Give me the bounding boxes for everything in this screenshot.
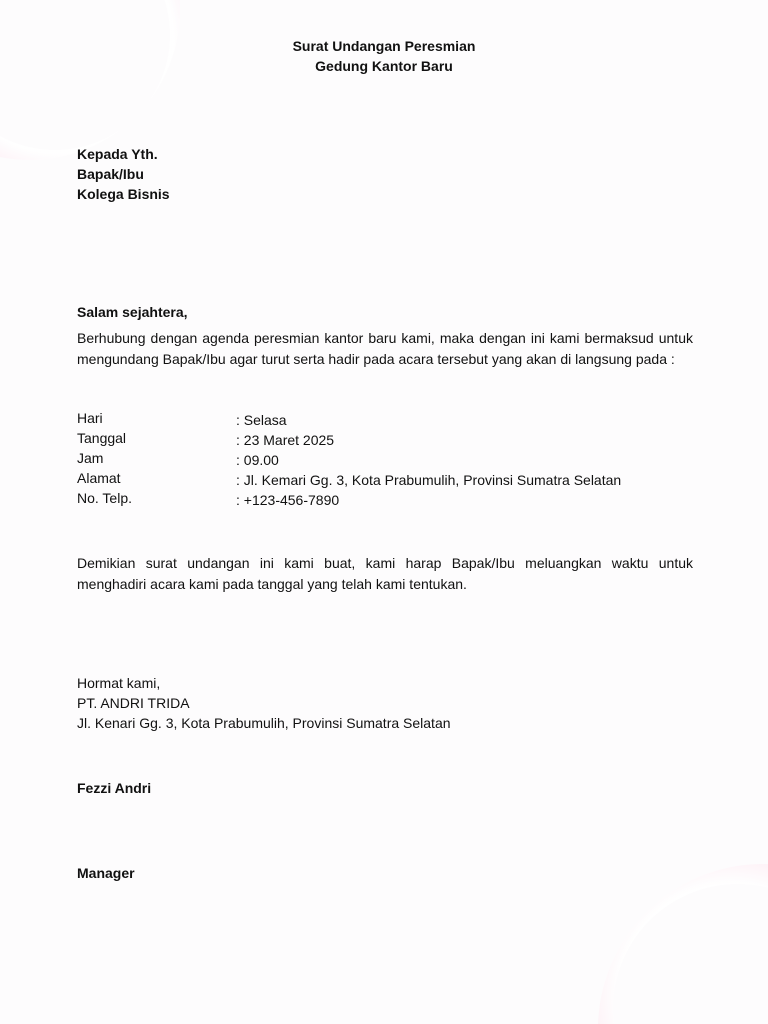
signer-name: Fezzi Andri (77, 780, 152, 796)
company-address: Jl. Kenari Gg. 3, Kota Prabumulih, Provinsi Sumatra Selatan (77, 715, 451, 731)
recipient-line2: Bapak/Ibu (77, 166, 144, 182)
closing-paragraph: Demikian surat undangan ini kami buat, kami harap Bapak/Ibu meluangkan waktu untuk menghadiri acara kami pada tanggal yang telah kami tentukan. (77, 555, 693, 592)
intro-paragraph: Berhubung dengan agenda peresmian kantor baru kami, maka dengan ini kami bermaksud untuk mengundang Bapak/Ibu agar turut serta hadir pada acara tersebut yang akan di langsung pada : (77, 330, 693, 367)
detail-label: No. Telp. (77, 490, 132, 506)
letter-title-line1: Surat Undangan Peresmian (292, 38, 476, 54)
signer-title: Manager (77, 865, 135, 881)
recipient-line1: Kepada Yth. (77, 146, 158, 162)
detail-value: : 23 Maret 2025 (236, 432, 335, 448)
greeting: Salam sejahtera, (77, 304, 188, 320)
detail-label: Hari (77, 410, 103, 426)
corner-decoration-bottom-right-mask (613, 884, 768, 1024)
detail-value: : +123-456-7890 (236, 492, 340, 508)
detail-label: Alamat (77, 470, 121, 486)
detail-value: : 09.00 (236, 452, 279, 468)
letter-title-line2: Gedung Kantor Baru (315, 58, 453, 74)
detail-label: Jam (77, 450, 104, 466)
company-name: PT. ANDRI TRIDA (77, 695, 190, 711)
detail-value: : Jl. Kemari Gg. 3, Kota Prabumulih, Provinsi Sumatra Selatan (236, 472, 622, 488)
detail-label: Tanggal (77, 430, 127, 446)
detail-value: : Selasa (236, 412, 287, 428)
recipient-line3: Kolega Bisnis (77, 186, 170, 202)
signoff: Hormat kami, (77, 675, 161, 691)
